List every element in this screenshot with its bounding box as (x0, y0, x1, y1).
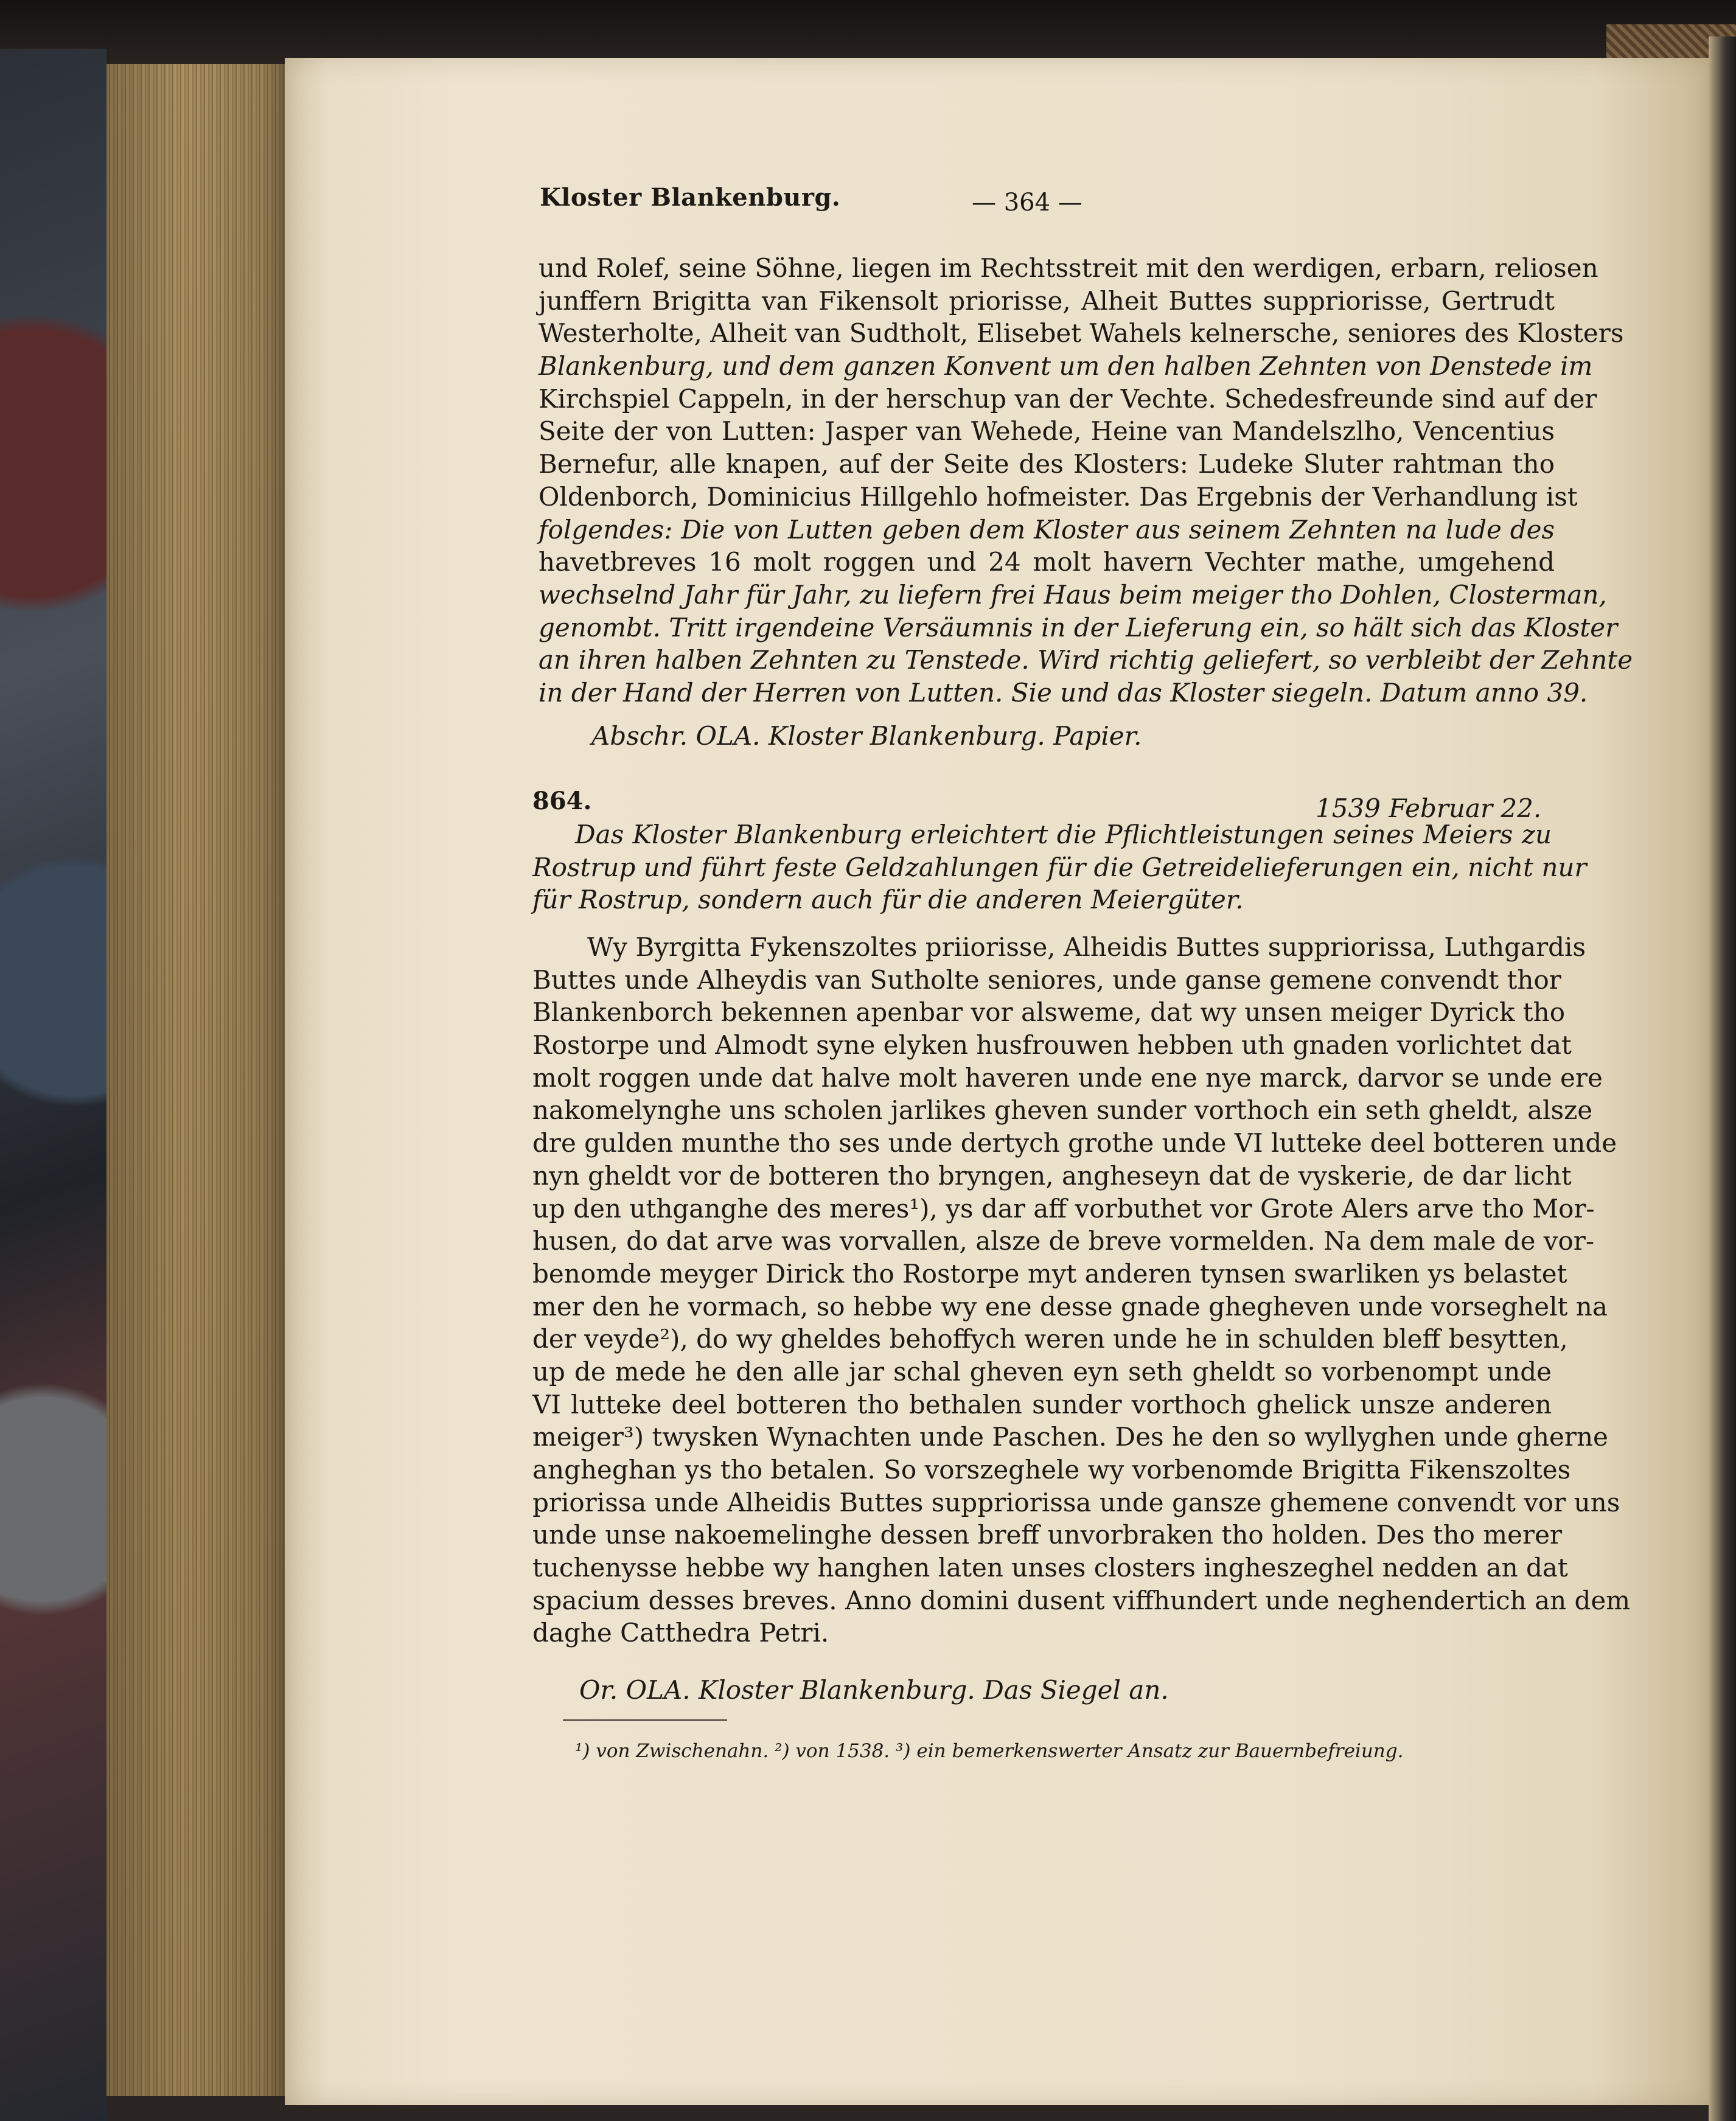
facing-page-edge (1709, 37, 1736, 2121)
text-line: wechselnd Jahr für Jahr, zu liefern frei Haus beim meiger tho Dohlen, Closterman, (539, 579, 1607, 610)
document-line: Wy Byrgitta Fykenszoltes priiorisse, Alheidis Buttes suppriorissa, Luthgardis (587, 932, 1586, 962)
regest-line: Rostrup und führt feste Geldzahlungen für die Getreidelieferungen ein, nicht nur (532, 852, 1587, 882)
page-number: — 364 — (972, 189, 1082, 217)
document-line: up de mede he den alle jar schal gheven eyn seth gheldt so vorbenompt unde (532, 1356, 1552, 1387)
running-title: Kloster Blankenburg. (540, 183, 841, 212)
entry-number: 864. (532, 787, 592, 815)
document-line: dre gulden munthe tho ses unde dertych grothe unde VI lutteke deel botteren unde (532, 1128, 1617, 1158)
document-line: VI lutteke deel botteren tho bethalen sunder vorthoch ghelick unsze anderen (532, 1389, 1552, 1419)
footnotes: ¹) von Zwischenahn. ²) von 1538. ³) ein bemerkenswerter Ansatz zur Bauernbefreiung. (575, 1740, 1404, 1762)
text-line: Blankenburg, und dem ganzen Konvent um den halben Zehnten von Denstede im (539, 351, 1593, 381)
document-line: angheghan ys tho betalen. So vorszeghele wy vorbenomde Brigitta Fikenszoltes (532, 1455, 1571, 1485)
document-line: Buttes unde Alheydis van Sutholte seniores, unde ganse gemene convendt thor (532, 964, 1561, 995)
text-line: in der Hand der Herren von Lutten. Sie und das Kloster siegeln. Datum anno 39. (539, 677, 1588, 708)
text-line: und Rolef, seine Söhne, liegen im Rechtsstreit mit den werdigen, erbarn, reliosen (539, 253, 1598, 283)
text-line: an ihren halben Zehnten zu Tenstede. Wird richtig geliefert, so verbleibt der Zehnte (539, 645, 1633, 675)
entry-document-text (532, 931, 1631, 1649)
page-edges-shadow (106, 64, 289, 2096)
document-line: Rostorpe und Almodt syne elyken husfrouwen hebben uth gnaden vorlichtet dat (532, 1030, 1572, 1060)
entry-regest (532, 818, 1587, 916)
background-top (0, 0, 1736, 67)
document-line: husen, do dat arve was vorvallen, alsze de breve vormelden. Na dem male de vor- (532, 1226, 1595, 1256)
text-line: junffern Brigitta van Fikensolt priorisse, Alheit Buttes suppriorisse, Gertrudt (539, 285, 1555, 316)
regest-line: für Rostrup, sondern auch für die anderen Meiergüter. (532, 885, 1244, 915)
document-line: nakomelynghe uns scholen jarlikes gheven sunder vorthoch ein seth gheldt, alsze (532, 1095, 1593, 1126)
document-line: daghe Catthedra Petri. (532, 1618, 829, 1648)
document-line: molt roggen unde dat halve molt haveren unde ene nye marck, darvor se unde ere (532, 1062, 1603, 1093)
document-line: priorissa unde Alheidis Buttes suppriorissa unde gansze ghemene convendt vor uns (532, 1487, 1620, 1517)
document-line: nyn gheldt vor de botteren tho bryngen, angheseyn dat de vyskerie, de dar licht (532, 1160, 1572, 1191)
document-line: up den uthganghe des meres¹), ys dar aff vorbuthet vor Grote Alers arve tho Mor- (532, 1193, 1595, 1224)
entry-date: 1539 Februar 22. (1316, 793, 1542, 823)
footnote-divider (563, 1719, 727, 1721)
entry-source: Or. OLA. Kloster Blankenburg. Das Siegel an. (579, 1675, 1169, 1705)
previous-entry-source: Abschr. OLA. Kloster Blankenburg. Papier. (591, 721, 1142, 751)
book-cover-marbled (0, 49, 106, 2121)
previous-entry-text (539, 252, 1633, 709)
text-line: Westerholte, Alheit van Sudtholt, Elisebet Wahels kelnersche, seniores des Klosters (539, 318, 1624, 349)
regest-line: Das Kloster Blankenburg erleichtert die Pflichtleistungen seines Meiers zu (575, 820, 1552, 849)
document-line: spacium desses breves. Anno domini dusent viffhundert unde neghendertich an dem (532, 1585, 1631, 1615)
document-line: unde unse nakoemelinghe dessen breff unvorbraken tho holden. Des tho merer (532, 1520, 1562, 1550)
document-line: tuchenysse hebbe wy hanghen laten unses closters ingheszeghel nedden an dat (532, 1553, 1568, 1583)
text-line: genombt. Tritt irgendeine Versäumnis in der Lieferung ein, so hält sich das Kloster (539, 612, 1618, 643)
text-line: Bernefur, alle knapen, auf der Seite des Klosters: Ludeke Sluter rahtman tho (539, 449, 1555, 479)
text-line: havetbreves 16 molt roggen und 24 molt havern Vechter mathe, umgehend (539, 547, 1555, 577)
document-line: meiger³) twysken Wynachten unde Paschen. Des he den so wyllyghen unde gherne (532, 1422, 1608, 1452)
text-line: Oldenborch, Dominicius Hillgehlo hofmeister. Das Ergebnis der Verhandlung ist (539, 481, 1578, 512)
text-line: Kirchspiel Cappeln, in der herschup van der Vechte. Schedesfreunde sind auf der (539, 383, 1597, 414)
document-line: benomde meyger Dirick tho Rostorpe myt anderen tynsen swarliken ys belastet (532, 1258, 1567, 1289)
text-line: folgendes: Die von Lutten geben dem Kloster aus seinem Zehnten na lude des (539, 514, 1555, 545)
document-line: der veyde²), do wy gheldes behoffych weren unde he in schulden bleff besytten, (532, 1324, 1568, 1354)
document-line: Blankenborch bekennen apenbar vor alsweme, dat wy unsen meiger Dyrick tho (532, 997, 1565, 1028)
text-line: Seite der von Lutten: Jasper van Wehede, Heine van Mandelszlho, Vencentius (539, 416, 1555, 447)
document-line: mer den he vormach, so hebbe wy ene desse gnade ghegheven unde vorseghelt na (532, 1291, 1608, 1322)
